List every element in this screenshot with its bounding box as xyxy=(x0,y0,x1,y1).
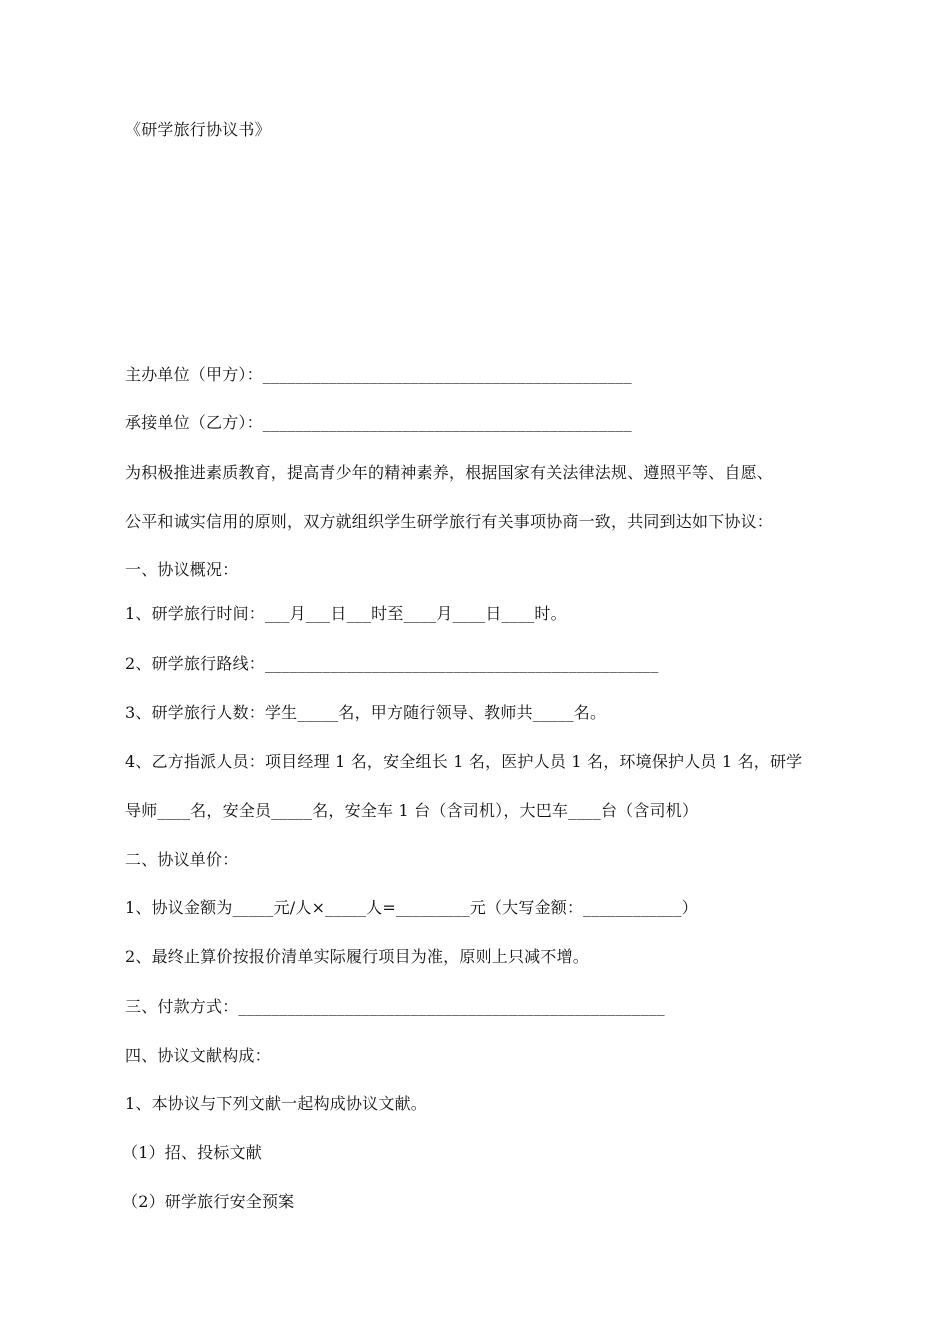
subitem-safety-plan: （2）研学旅行安全预案 xyxy=(122,1192,295,1211)
item-assigned-staff-line-2: 导师____名，安全员_____名，安全车 1 台（含司机），大巴车____台（含司机） xyxy=(125,801,699,820)
party-b-line: 承接单位（乙方）：_____________________________________________ xyxy=(125,413,632,432)
intro-paragraph-line-1: 为积极推进素质教育，提高青少年的精神素养，根据国家有关法律法规、遵照平等、自愿、 xyxy=(125,463,774,482)
subitem-bidding-documents: （1）招、投标文献 xyxy=(122,1143,262,1162)
item-document-composition: 1、本协议与下列文献一起构成协议文献。 xyxy=(125,1094,427,1113)
item-contract-amount: 1、协议金额为_____元/人×_____人=_________元（大写金额：____________） xyxy=(125,898,698,917)
item-final-settlement: 2、最终止算价按报价清单实际履行项目为准，原则上只减不增。 xyxy=(125,947,589,966)
item-travel-route: 2、研学旅行路线：________________________________________________ xyxy=(125,654,659,673)
party-a-line: 主办单位（甲方）：_____________________________________________ xyxy=(125,365,632,384)
item-assigned-staff-line-1: 4、乙方指派人员：项目经理 1 名，安全组长 1 名，医护人员 1 名，环境保护人员 1 名，研学 xyxy=(125,752,803,771)
section-heading-payment: 三、付款方式：____________________________________________________ xyxy=(125,997,665,1016)
intro-paragraph-line-2: 公平和诚实信用的原则，双方就组织学生研学旅行有关事项协商一致，共同到达如下协议： xyxy=(125,512,774,531)
section-heading-unit-price: 二、协议单价： xyxy=(125,850,239,869)
document-title: 《研学旅行协议书》 xyxy=(125,120,271,139)
item-travel-time: 1、研学旅行时间：___月___日___时至____月____日____时。 xyxy=(125,604,567,623)
item-travel-headcount: 3、研学旅行人数：学生_____名，甲方随行领导、教师共_____名。 xyxy=(125,703,607,722)
section-heading-overview: 一、协议概况： xyxy=(125,560,239,579)
section-heading-documents: 四、协议文献构成： xyxy=(125,1046,271,1065)
